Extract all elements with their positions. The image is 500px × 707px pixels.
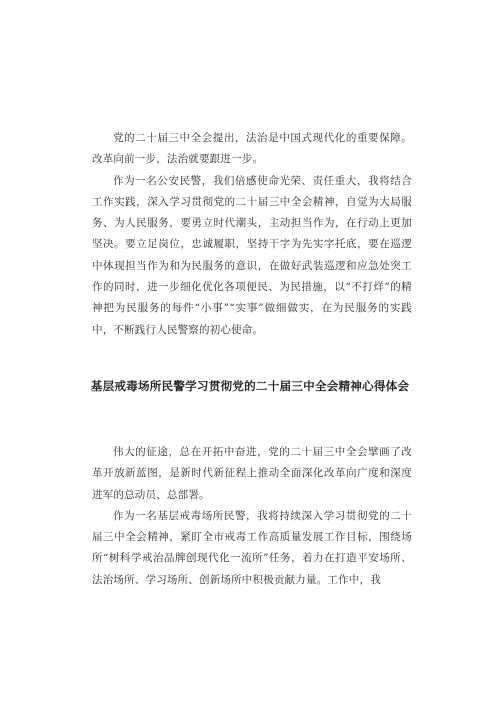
article-section-1 [92,128,412,341]
article-heading: 基层戒毒场所民警学习贯彻党的二十届三中全会精神心得体会 [90,379,410,393]
paragraph: 伟大的征途，总在开拓中奋进，党的二十届三中全会擘画了改革开放新蓝图，是新时代新征程上推动全面深化改革向广度和深度进军的总动员、总部署。 [92,446,412,501]
article-section-2 [92,442,412,591]
paragraph: 党的二十届三中全会提出，法治是中国式现代化的重要保障。改革向前一步，法治就要跟进一步。 [92,132,412,166]
paragraph: 作为一名基层戒毒场所民警，我将持续深入学习贯彻党的二十届三中全会精神，紧盯全市戒毒工作高质量发展工作目标，围绕场所“树科学戒治品牌创现代化一流所”任务，着力在打造平安场所、法治场所、学习场所、创新场所中积极贡献力量。工作中，我 [92,509,412,586]
paragraph: 作为一名公安民警，我们倍感使命光荣、责任重大，我将结合工作实践，深入学习贯彻党的二十届三中全会精神，自觉为大局服务、为人民服务，要勇立时代潮头，主动担当作为，在行动上更加坚决。要立足岗位，忠诚履职，坚持干字为先实字托底，要在巡逻中体现担当作为和为民服务的意识，在做好武装巡逻和应急处突工作的同时，进一步细化优化各项便民、为民措施，以“不打烊”的精神把为民服务的每件“小事”“实事”做细做实，在为民服务的实践中，不断践行人民警察的初心使命。 [92,174,412,336]
